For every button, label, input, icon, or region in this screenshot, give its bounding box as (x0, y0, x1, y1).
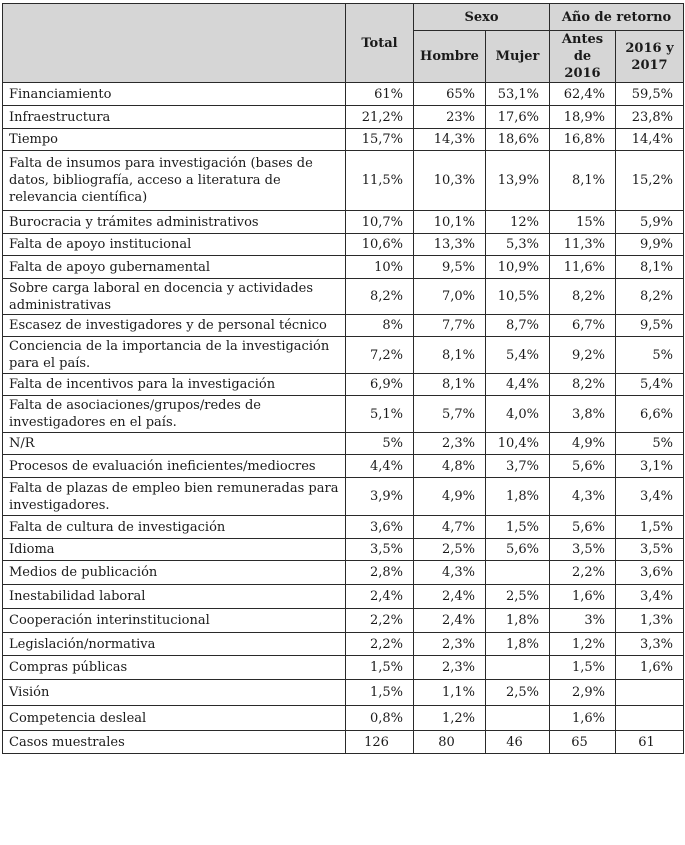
value-2016-2017: 5,4% (616, 374, 684, 396)
row-label: Falta de incentivos para la investigación (3, 374, 346, 396)
value-hombre: 2,4% (414, 585, 486, 609)
table-row (3, 315, 684, 337)
header-antes-2016: Antes de 2016 (550, 31, 616, 83)
row-label: Burocracia y trámites administrativos (3, 211, 346, 234)
value-antes-2016: 8,1% (550, 151, 616, 211)
value-2016-2017: 5% (616, 337, 684, 374)
value-hombre: 65% (414, 83, 486, 106)
row-label: Falta de apoyo gubernamental (3, 256, 346, 279)
value-mujer: 3,7% (486, 455, 550, 478)
value-2016-2017: 61 (616, 731, 684, 754)
value-hombre: 9,5% (414, 256, 486, 279)
value-antes-2016: 1,5% (550, 656, 616, 680)
row-label: Financiamiento (3, 83, 346, 106)
value-2016-2017: 14,4% (616, 129, 684, 151)
table-row (3, 374, 684, 396)
table-row (3, 211, 684, 234)
value-total: 126 (346, 731, 414, 754)
value-2016-2017: 3,4% (616, 478, 684, 516)
value-2016-2017: 1,3% (616, 609, 684, 633)
value-antes-2016: 1,6% (550, 706, 616, 731)
value-total: 3,5% (346, 539, 414, 561)
row-label: Inestabilidad laboral (3, 585, 346, 609)
value-2016-2017: 15,2% (616, 151, 684, 211)
value-2016-2017 (616, 706, 684, 731)
value-total: 1,5% (346, 656, 414, 680)
row-label: Falta de plazas de empleo bien remuneradas para investigadores. (3, 478, 346, 516)
row-label: Tiempo (3, 129, 346, 151)
value-hombre: 1,2% (414, 706, 486, 731)
value-mujer: 18,6% (486, 129, 550, 151)
value-2016-2017: 3,5% (616, 539, 684, 561)
table-row (3, 151, 684, 211)
row-label: N/R (3, 433, 346, 455)
table-row (3, 256, 684, 279)
row-label: Infraestructura (3, 106, 346, 129)
value-mujer: 53,1% (486, 83, 550, 106)
value-hombre: 13,3% (414, 234, 486, 256)
value-hombre: 2,3% (414, 656, 486, 680)
table-row (3, 83, 684, 106)
table-row (3, 455, 684, 478)
value-mujer: 12% (486, 211, 550, 234)
value-total: 4,4% (346, 455, 414, 478)
header-anio-retorno: Año de retorno (550, 4, 684, 31)
header-2016-2017: 2016 y 2017 (616, 31, 684, 83)
value-antes-2016: 9,2% (550, 337, 616, 374)
row-label: Medios de publicación (3, 561, 346, 585)
value-hombre: 4,9% (414, 478, 486, 516)
value-mujer (486, 706, 550, 731)
table-row (3, 106, 684, 129)
value-2016-2017 (616, 680, 684, 706)
value-antes-2016: 5,6% (550, 455, 616, 478)
value-mujer: 13,9% (486, 151, 550, 211)
value-total: 6,9% (346, 374, 414, 396)
header-label-blank (3, 4, 346, 83)
value-antes-2016: 5,6% (550, 516, 616, 539)
value-mujer: 2,5% (486, 585, 550, 609)
value-2016-2017: 23,8% (616, 106, 684, 129)
header-hombre: Hombre (414, 31, 486, 83)
table-row (3, 433, 684, 455)
value-antes-2016: 8,2% (550, 279, 616, 315)
value-mujer: 1,8% (486, 478, 550, 516)
value-2016-2017: 3,3% (616, 633, 684, 656)
value-antes-2016: 3% (550, 609, 616, 633)
value-hombre: 7,7% (414, 315, 486, 337)
header-sexo: Sexo (414, 4, 550, 31)
value-hombre: 2,5% (414, 539, 486, 561)
value-total: 11,5% (346, 151, 414, 211)
table-row (3, 680, 684, 706)
value-total: 2,4% (346, 585, 414, 609)
value-hombre: 8,1% (414, 374, 486, 396)
table-row (3, 585, 684, 609)
value-antes-2016: 2,9% (550, 680, 616, 706)
value-hombre: 2,3% (414, 633, 486, 656)
row-label: Legislación/normativa (3, 633, 346, 656)
row-label: Escasez de investigadores y de personal técnico (3, 315, 346, 337)
value-antes-2016: 1,6% (550, 585, 616, 609)
row-label: Falta de insumos para investigación (bases de datos, bibliografía, acceso a literatura de relevancia científica) (3, 151, 346, 211)
value-2016-2017: 5,9% (616, 211, 684, 234)
value-total: 7,2% (346, 337, 414, 374)
value-total: 1,5% (346, 680, 414, 706)
table-row (3, 129, 684, 151)
value-total: 5% (346, 433, 414, 455)
table-row (3, 516, 684, 539)
value-antes-2016: 4,9% (550, 433, 616, 455)
value-hombre: 2,3% (414, 433, 486, 455)
value-antes-2016: 11,6% (550, 256, 616, 279)
value-hombre: 23% (414, 106, 486, 129)
value-hombre: 10,3% (414, 151, 486, 211)
value-hombre: 5,7% (414, 396, 486, 433)
table-row (3, 656, 684, 680)
value-antes-2016: 11,3% (550, 234, 616, 256)
value-mujer (486, 656, 550, 680)
table-row (3, 706, 684, 731)
value-antes-2016: 4,3% (550, 478, 616, 516)
row-label: Falta de apoyo institucional (3, 234, 346, 256)
value-mujer (486, 561, 550, 585)
value-mujer: 1,8% (486, 633, 550, 656)
row-label: Idioma (3, 539, 346, 561)
value-mujer: 10,9% (486, 256, 550, 279)
value-mujer: 1,8% (486, 609, 550, 633)
row-label: Procesos de evaluación ineficientes/mediocres (3, 455, 346, 478)
table-row (3, 731, 684, 754)
value-2016-2017: 59,5% (616, 83, 684, 106)
value-total: 2,2% (346, 633, 414, 656)
value-antes-2016: 6,7% (550, 315, 616, 337)
row-label: Falta de cultura de investigación (3, 516, 346, 539)
header-total: Total (346, 4, 414, 83)
table-row (3, 478, 684, 516)
value-total: 10% (346, 256, 414, 279)
value-mujer: 8,7% (486, 315, 550, 337)
row-label: Falta de asociaciones/grupos/redes de investigadores en el país. (3, 396, 346, 433)
row-label: Conciencia de la importancia de la investigación para el país. (3, 337, 346, 374)
value-hombre: 1,1% (414, 680, 486, 706)
row-label: Compras públicas (3, 656, 346, 680)
table-row (3, 539, 684, 561)
header-mujer: Mujer (486, 31, 550, 83)
value-total: 15,7% (346, 129, 414, 151)
value-mujer: 10,5% (486, 279, 550, 315)
value-mujer: 2,5% (486, 680, 550, 706)
value-2016-2017: 3,1% (616, 455, 684, 478)
value-total: 0,8% (346, 706, 414, 731)
value-mujer: 5,6% (486, 539, 550, 561)
value-hombre: 4,8% (414, 455, 486, 478)
value-hombre: 2,4% (414, 609, 486, 633)
value-antes-2016: 2,2% (550, 561, 616, 585)
table-row (3, 633, 684, 656)
value-mujer: 5,4% (486, 337, 550, 374)
value-mujer: 10,4% (486, 433, 550, 455)
value-total: 10,7% (346, 211, 414, 234)
value-hombre: 8,1% (414, 337, 486, 374)
value-2016-2017: 5% (616, 433, 684, 455)
value-total: 3,9% (346, 478, 414, 516)
table-row (3, 279, 684, 315)
table-body (3, 83, 684, 754)
value-hombre: 4,7% (414, 516, 486, 539)
value-2016-2017: 9,9% (616, 234, 684, 256)
value-mujer: 5,3% (486, 234, 550, 256)
value-hombre: 80 (414, 731, 486, 754)
value-2016-2017: 9,5% (616, 315, 684, 337)
value-2016-2017: 8,2% (616, 279, 684, 315)
value-total: 2,8% (346, 561, 414, 585)
value-antes-2016: 15% (550, 211, 616, 234)
value-antes-2016: 16,8% (550, 129, 616, 151)
value-hombre: 7,0% (414, 279, 486, 315)
value-total: 10,6% (346, 234, 414, 256)
value-antes-2016: 65 (550, 731, 616, 754)
value-2016-2017: 3,4% (616, 585, 684, 609)
table-row (3, 337, 684, 374)
row-label: Casos muestrales (3, 731, 346, 754)
value-mujer: 17,6% (486, 106, 550, 129)
value-total: 2,2% (346, 609, 414, 633)
value-2016-2017: 1,5% (616, 516, 684, 539)
value-mujer: 4,4% (486, 374, 550, 396)
value-mujer: 1,5% (486, 516, 550, 539)
value-total: 3,6% (346, 516, 414, 539)
value-hombre: 4,3% (414, 561, 486, 585)
value-antes-2016: 62,4% (550, 83, 616, 106)
value-antes-2016: 8,2% (550, 374, 616, 396)
table-header (3, 4, 684, 83)
value-antes-2016: 3,5% (550, 539, 616, 561)
value-mujer: 4,0% (486, 396, 550, 433)
table-row (3, 609, 684, 633)
row-label: Visión (3, 680, 346, 706)
table-row (3, 396, 684, 433)
row-label: Cooperación interinstitucional (3, 609, 346, 633)
value-hombre: 10,1% (414, 211, 486, 234)
value-antes-2016: 18,9% (550, 106, 616, 129)
table-row (3, 234, 684, 256)
value-mujer: 46 (486, 731, 550, 754)
value-antes-2016: 1,2% (550, 633, 616, 656)
row-label: Competencia desleal (3, 706, 346, 731)
value-total: 61% (346, 83, 414, 106)
results-table (2, 3, 684, 754)
value-2016-2017: 6,6% (616, 396, 684, 433)
value-antes-2016: 3,8% (550, 396, 616, 433)
table-row (3, 561, 684, 585)
row-label: Sobre carga laboral en docencia y actividades administrativas (3, 279, 346, 315)
value-total: 21,2% (346, 106, 414, 129)
value-2016-2017: 8,1% (616, 256, 684, 279)
value-total: 8% (346, 315, 414, 337)
value-total: 5,1% (346, 396, 414, 433)
value-2016-2017: 1,6% (616, 656, 684, 680)
value-2016-2017: 3,6% (616, 561, 684, 585)
value-total: 8,2% (346, 279, 414, 315)
value-hombre: 14,3% (414, 129, 486, 151)
